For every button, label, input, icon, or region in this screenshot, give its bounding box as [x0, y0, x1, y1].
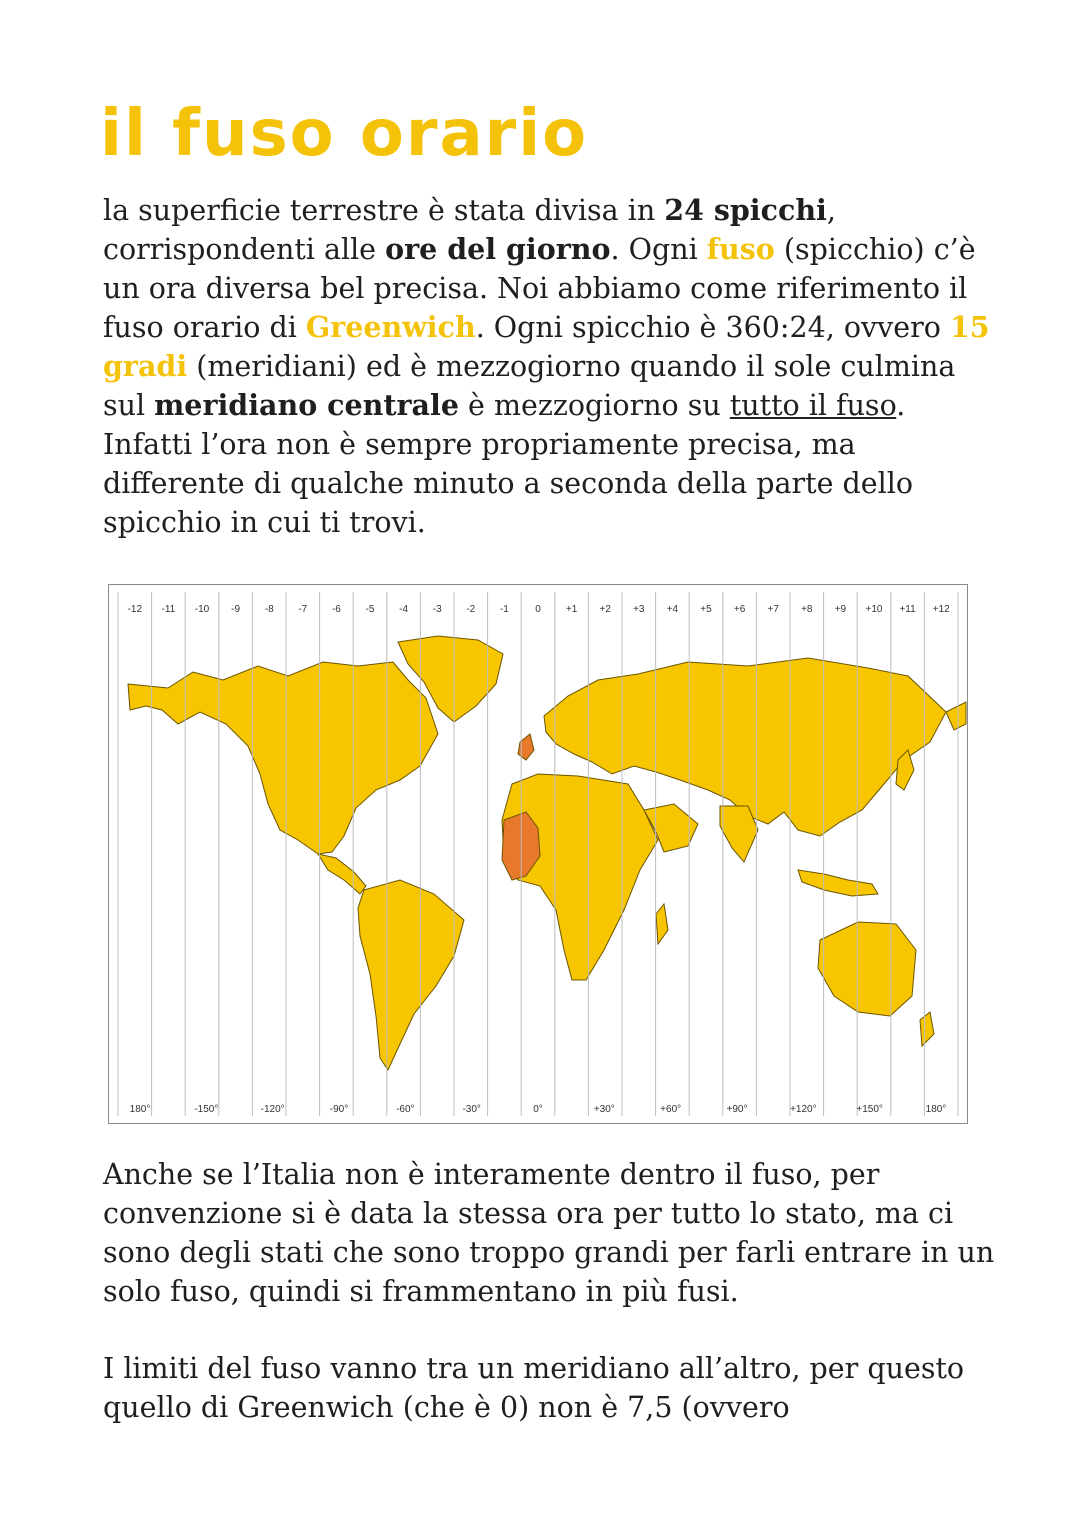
highlight-greenwich: Greenwich — [305, 310, 476, 344]
text-run: è mezzogiorno su — [458, 389, 730, 422]
top-zone-label: -12 — [127, 604, 143, 615]
underlined-tutto-il-fuso: tutto il fuso — [729, 389, 897, 422]
text-run: (spicchio) c’è un ora diversa bel precisa. Noi abbiamo come riferimento il fuso orario di — [103, 233, 976, 344]
top-zone-label: 0 — [535, 604, 541, 615]
limits-paragraph: I limiti del fuso vanno tra un meridiano all’altro, per questo quello di Greenwich (che è 0) non è 7,5 (ovvero — [103, 1352, 965, 1424]
bottom-degree-label: -60° — [396, 1104, 415, 1115]
top-zone-label: +2 — [599, 604, 611, 615]
top-zone-label: -7 — [298, 604, 308, 615]
top-zone-label: -8 — [264, 604, 274, 615]
italy-paragraph: Anche se l’Italia non è interamente dentro il fuso, per convenzione si è data la stessa ora per tutto lo stato, ma ci sono degli stati che sono troppo grandi per farli entrare in un solo fuso, quindi si frammentano in più fusi. — [103, 1158, 995, 1308]
top-zone-label: +3 — [633, 604, 645, 615]
highlight-fuso: fuso — [706, 232, 775, 266]
top-zone-label: +12 — [932, 604, 950, 615]
bottom-degree-label: -90° — [329, 1104, 349, 1115]
time-zone-map-svg — [108, 584, 968, 1124]
top-zone-label: -6 — [331, 604, 341, 615]
bold-ore-del-giorno: ore del giorno — [385, 232, 611, 266]
bottom-degree-label: +60° — [660, 1104, 682, 1115]
text-run: , corrispondenti alle — [103, 194, 836, 266]
top-zone-label: +6 — [733, 604, 746, 615]
text-run: (meridiani) ed è mezzogiorno quando il sole culmina sul — [103, 350, 956, 422]
bottom-degree-label: 180° — [129, 1104, 151, 1115]
top-zone-label: -9 — [231, 604, 241, 615]
top-zone-label: -2 — [466, 604, 476, 615]
top-zone-label: -10 — [194, 604, 210, 615]
bottom-degree-label: 180° — [925, 1104, 947, 1115]
bottom-degree-label: -120° — [260, 1104, 285, 1115]
top-zone-label: -3 — [432, 604, 442, 615]
time-zone-map — [108, 584, 968, 1124]
bottom-degree-label: +150° — [856, 1104, 883, 1115]
top-zone-label: -4 — [399, 604, 409, 615]
top-zone-label: -11 — [161, 604, 176, 615]
top-zone-label: +10 — [865, 604, 883, 615]
bottom-degree-label: +30° — [593, 1104, 615, 1115]
top-zone-label: +8 — [801, 604, 813, 615]
top-zone-label: +9 — [834, 604, 847, 615]
top-zone-label: +11 — [899, 604, 916, 615]
bottom-degree-label: -30° — [462, 1104, 481, 1115]
top-zone-label: -1 — [499, 604, 509, 615]
top-zone-label: +5 — [700, 604, 712, 615]
top-zone-label: -5 — [365, 604, 375, 615]
text-run: . Infatti l’ora non è sempre propriamente precisa, ma differente di qualche minuto a seconda della parte dello spicchio in cui ti trovi. — [103, 389, 914, 539]
bold-24-spicchi: 24 spicchi — [664, 193, 827, 227]
bottom-degree-label: -150° — [194, 1104, 219, 1115]
highlight-15-gradi: 15 gradi — [103, 310, 990, 383]
top-zone-label: +7 — [767, 604, 779, 615]
top-zone-label: +1 — [565, 604, 578, 615]
bold-meridiano-centrale: meridiano centrale — [154, 388, 459, 422]
bottom-degree-label: +120° — [790, 1104, 817, 1115]
text-run: la superficie terrestre è stata divisa in — [103, 194, 665, 227]
top-zone-label: +4 — [666, 604, 679, 615]
text-run: . Ogni spicchio è 360:24, ovvero — [475, 311, 950, 344]
intro-paragraph — [103, 191, 1003, 542]
text-run: . Ogni — [610, 233, 707, 266]
bottom-degree-label: +90° — [726, 1104, 748, 1115]
bottom-degree-label: 0° — [533, 1104, 543, 1115]
page-title: il fuso orario — [100, 97, 589, 171]
